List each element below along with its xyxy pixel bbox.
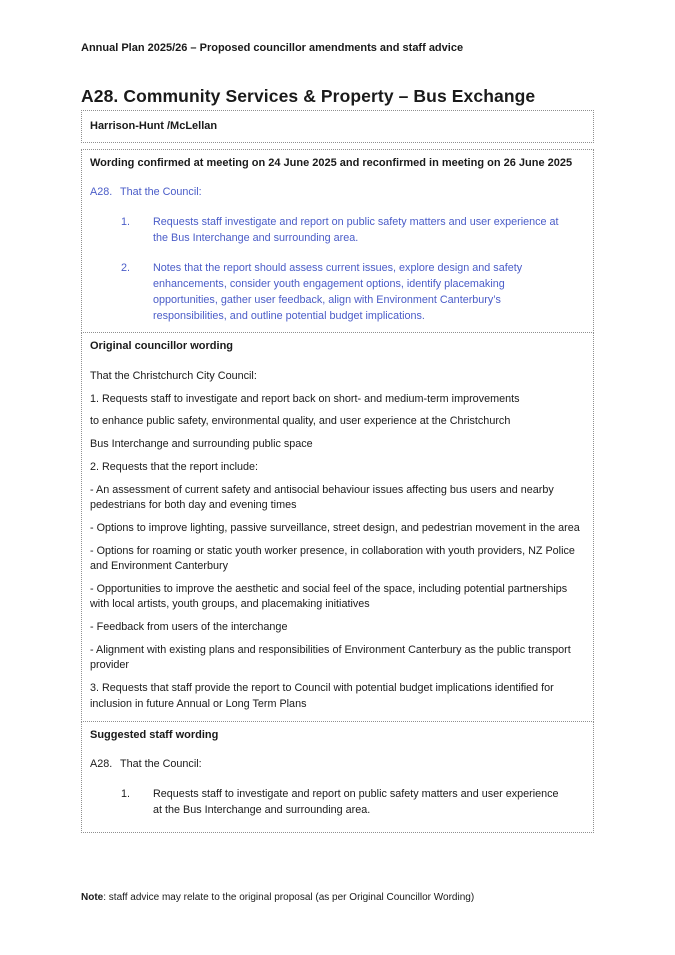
confirmed-item-1: [90, 215, 585, 247]
original-paragraph: - An assessment of current safety and antisocial behaviour issues affecting bus users and nearby pedestrians for both day and evening times: [90, 483, 554, 512]
original-paragraph: That the Christchurch City Council:: [90, 369, 257, 382]
clause-lead: That the Council:: [120, 186, 202, 199]
suggested-wording-heading: Suggested staff wording: [90, 728, 219, 741]
original-paragraph: to enhance public safety, environmental quality, and user experience at the Christchurch: [90, 415, 511, 428]
footnote-label: Note: [81, 892, 104, 904]
footnote: [81, 891, 594, 904]
item-number: 2.: [121, 261, 131, 274]
original-paragraph: - Opportunities to improve the aesthetic and social feel of the space, including potential partnerships with local artists, youth groups, and placemaking initiatives: [90, 583, 568, 611]
original-paragraph: 1. Requests staff to investigate and report back on short- and medium-term improvements: [90, 392, 520, 405]
original-paragraph: - Feedback from users of the interchange: [90, 621, 288, 634]
original-wording-heading: Original councillor wording: [90, 339, 234, 352]
original-paragraph: - Alignment with existing plans and responsibilities of Environment Canterbury as the public transport provider: [90, 644, 571, 672]
original-paragraph: 3. Requests that staff provide the report to Council with potential budget implications identified for inclusion in future Annual or Long Term Plans: [90, 682, 554, 710]
clause-ref: A28.: [90, 757, 113, 770]
clause-lead: That the Council:: [120, 757, 202, 770]
original-paragraph: - Options to improve lighting, passive surveillance, street design, and pedestrian movement in the area: [90, 522, 580, 535]
suggested-clause: [90, 757, 585, 773]
confirmed-wording-box: [81, 149, 594, 333]
footnote-text: : staff advice may relate to the original proposal (as per Original Councillor Wording): [103, 892, 475, 904]
proposers-names: Harrison-Hunt /McLellan: [90, 120, 218, 133]
page-title: A28. Community Services & Property – Bus Exchange: [81, 86, 536, 107]
item-text: Requests staff to investigate and report on public safety matters and user experience at the Bus Interchange and surrounding area.: [153, 787, 559, 816]
document-header: Annual Plan 2025/26 – Proposed councillor amendments and staff advice: [81, 42, 464, 54]
suggested-wording-box: [81, 721, 594, 834]
item-text: Requests staff investigate and report on public safety matters and user experience at the Bus Interchange and surrounding area.: [153, 215, 559, 244]
clause-ref: A28.: [90, 186, 113, 199]
original-paragraph: Bus Interchange and surrounding public space: [90, 438, 313, 451]
original-paragraph: - Options for roaming or static youth worker presence, in collaboration with youth providers, NZ Police and Environment Canterbury: [90, 544, 575, 573]
item-text: Notes that the report should assess current issues, explore design and safety enhancements, consider youth engagement options, identify placemaking opportunities, gather user feedback, align with Environment Canterbury’s responsibilities, and outline potential budget implications.: [153, 261, 523, 322]
proposers-box: [81, 110, 594, 143]
suggested-item-1: [90, 787, 585, 819]
item-number: 1.: [121, 215, 131, 228]
confirmed-wording-heading: Wording confirmed at meeting on 24 June 2025 and reconfirmed in meeting on 26 June 2025: [90, 157, 573, 170]
confirmed-item-2: [90, 261, 585, 325]
confirmed-clause: [90, 185, 585, 201]
original-paragraph: 2. Requests that the report include:: [90, 461, 259, 474]
original-wording-box: [81, 332, 594, 722]
item-number: 1.: [121, 787, 131, 800]
